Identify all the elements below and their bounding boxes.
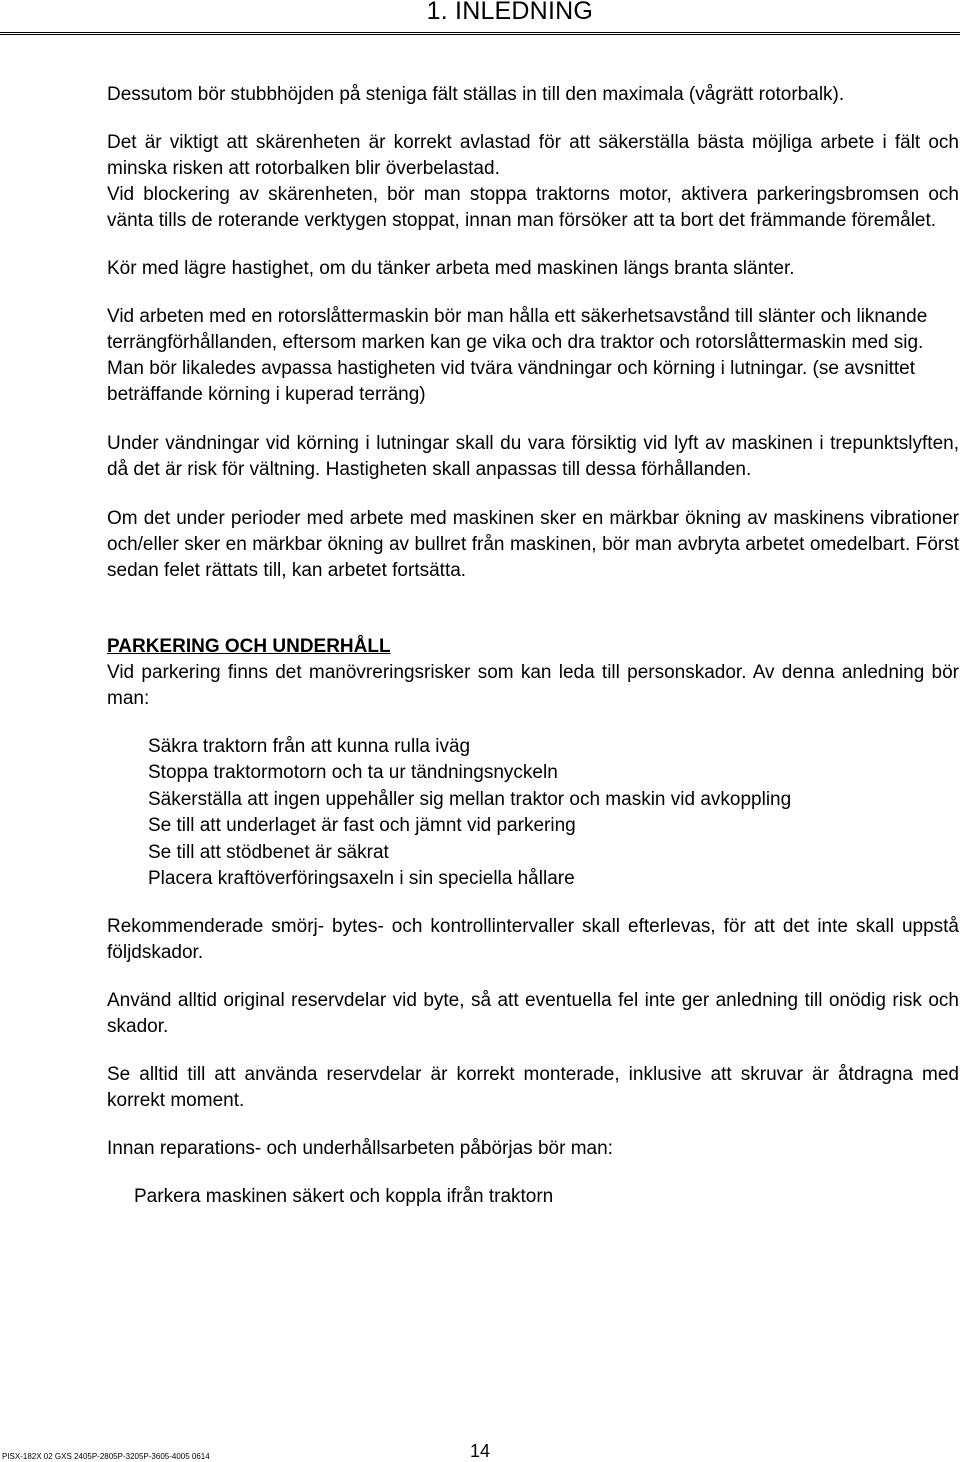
paragraph-parts-mounting: Se alltid till att använda reservdelar är korrekt monterade, inklusive att skruvar är åtdragna med korrekt moment. (107, 1064, 959, 1112)
paragraph-parking-intro: Vid parkering finns det manövreringsrisker som kan leda till personskador. Av denna anledning bör man: (107, 662, 959, 709)
list-item: Säkra traktorn från att kunna rulla iväg (148, 736, 471, 757)
paragraph-cutter-relief: Det är viktigt att skärenheten är korrekt avlastad för att säkerställa bästa möjliga arbete i fält och minska risken att rotorbalken blir överbelastad. (107, 132, 959, 179)
paragraph-before-repair: Innan reparations- och underhållsarbeten påbörjas bör man: (107, 1138, 613, 1160)
paragraph-lubrication: Rekommenderade smörj- bytes- och kontrollintervaller skall efterlevas, för att det inte skall uppstå följdskador. (107, 916, 959, 964)
list-item: Säkerställa att ingen uppehåller sig mellan traktor och maskin vid avkoppling (148, 788, 792, 810)
paragraph-slope-distance: Vid arbeten med en rotorslåttermaskin bör man hålla ett säkerhetsavstånd till slänter och liknande terrängförhållanden, eftersom marken kan ge vika och dra traktor och rotorslåttermaskin med sig. Man bör likaledes avpassa hastigheten vid tvära vändningar och körning i lutningar. (se avsnittet beträffande körning i kuperad terräng) (107, 306, 928, 405)
parking-checklist (107, 734, 959, 892)
section-heading-parking: PARKERING OCH UNDERHÅLL (107, 636, 391, 657)
list-item: Stoppa traktormotorn och ta ur tändningsnyckeln (148, 762, 558, 784)
list-item: Se till att underlaget är fast och jämnt vid parkering (148, 815, 576, 837)
paragraph-vibrations: Om det under perioder med arbete med maskinen sker en märkbar ökning av maskinens vibrationer och/eller sker en märkbar ökning av bullret från maskinen, bör man avbryta arbetet omedelbart. Först sedan felet rättats till, kan arbetet fortsätta. (107, 508, 959, 581)
header-divider (0, 32, 960, 35)
paragraph-blockage: Vid blockering av skärenheten, bör man stoppa traktorns motor, aktivera parkeringsbromsen och vänta tills de roterande verktygen stoppat, innan man försöker att ta bort det främmande föremålet. (107, 184, 959, 231)
document-body (107, 82, 959, 1210)
list-item: Parkera maskinen säkert och koppla ifrån traktorn (134, 1186, 554, 1208)
document-code: PISX-182X 02 GXS 2405P-2805P-3205P-3605-4005 0614 (2, 1452, 210, 1461)
paragraph-slopes-speed: Kör med lägre hastighet, om du tänker arbeta med maskinen längs branta slänter. (107, 258, 795, 279)
page-number: 14 (470, 1441, 491, 1461)
list-item: Placera kraftöverföringsaxeln i sin speciella hållare (148, 868, 575, 890)
paragraph-original-parts: Använd alltid original reservdelar vid byte, så att eventuella fel inte ger anledning till onödig risk och skador. (107, 990, 959, 1038)
paragraph-stubble-height: Dessutom bör stubbhöjden på steniga fält ställas in till den maximala (vågrätt rotorbalk). (107, 84, 845, 105)
list-item: Se till att stödbenet är säkrat (148, 841, 389, 863)
page-header-title: 1. INLEDNING (426, 0, 593, 25)
paragraph-turning-slopes: Under vändningar vid körning i lutningar skall du vara försiktig vid lyft av maskinen i trepunktslyften, då det är risk för vältning. Hastigheten skall anpassas till dessa förhållanden. (107, 433, 959, 480)
